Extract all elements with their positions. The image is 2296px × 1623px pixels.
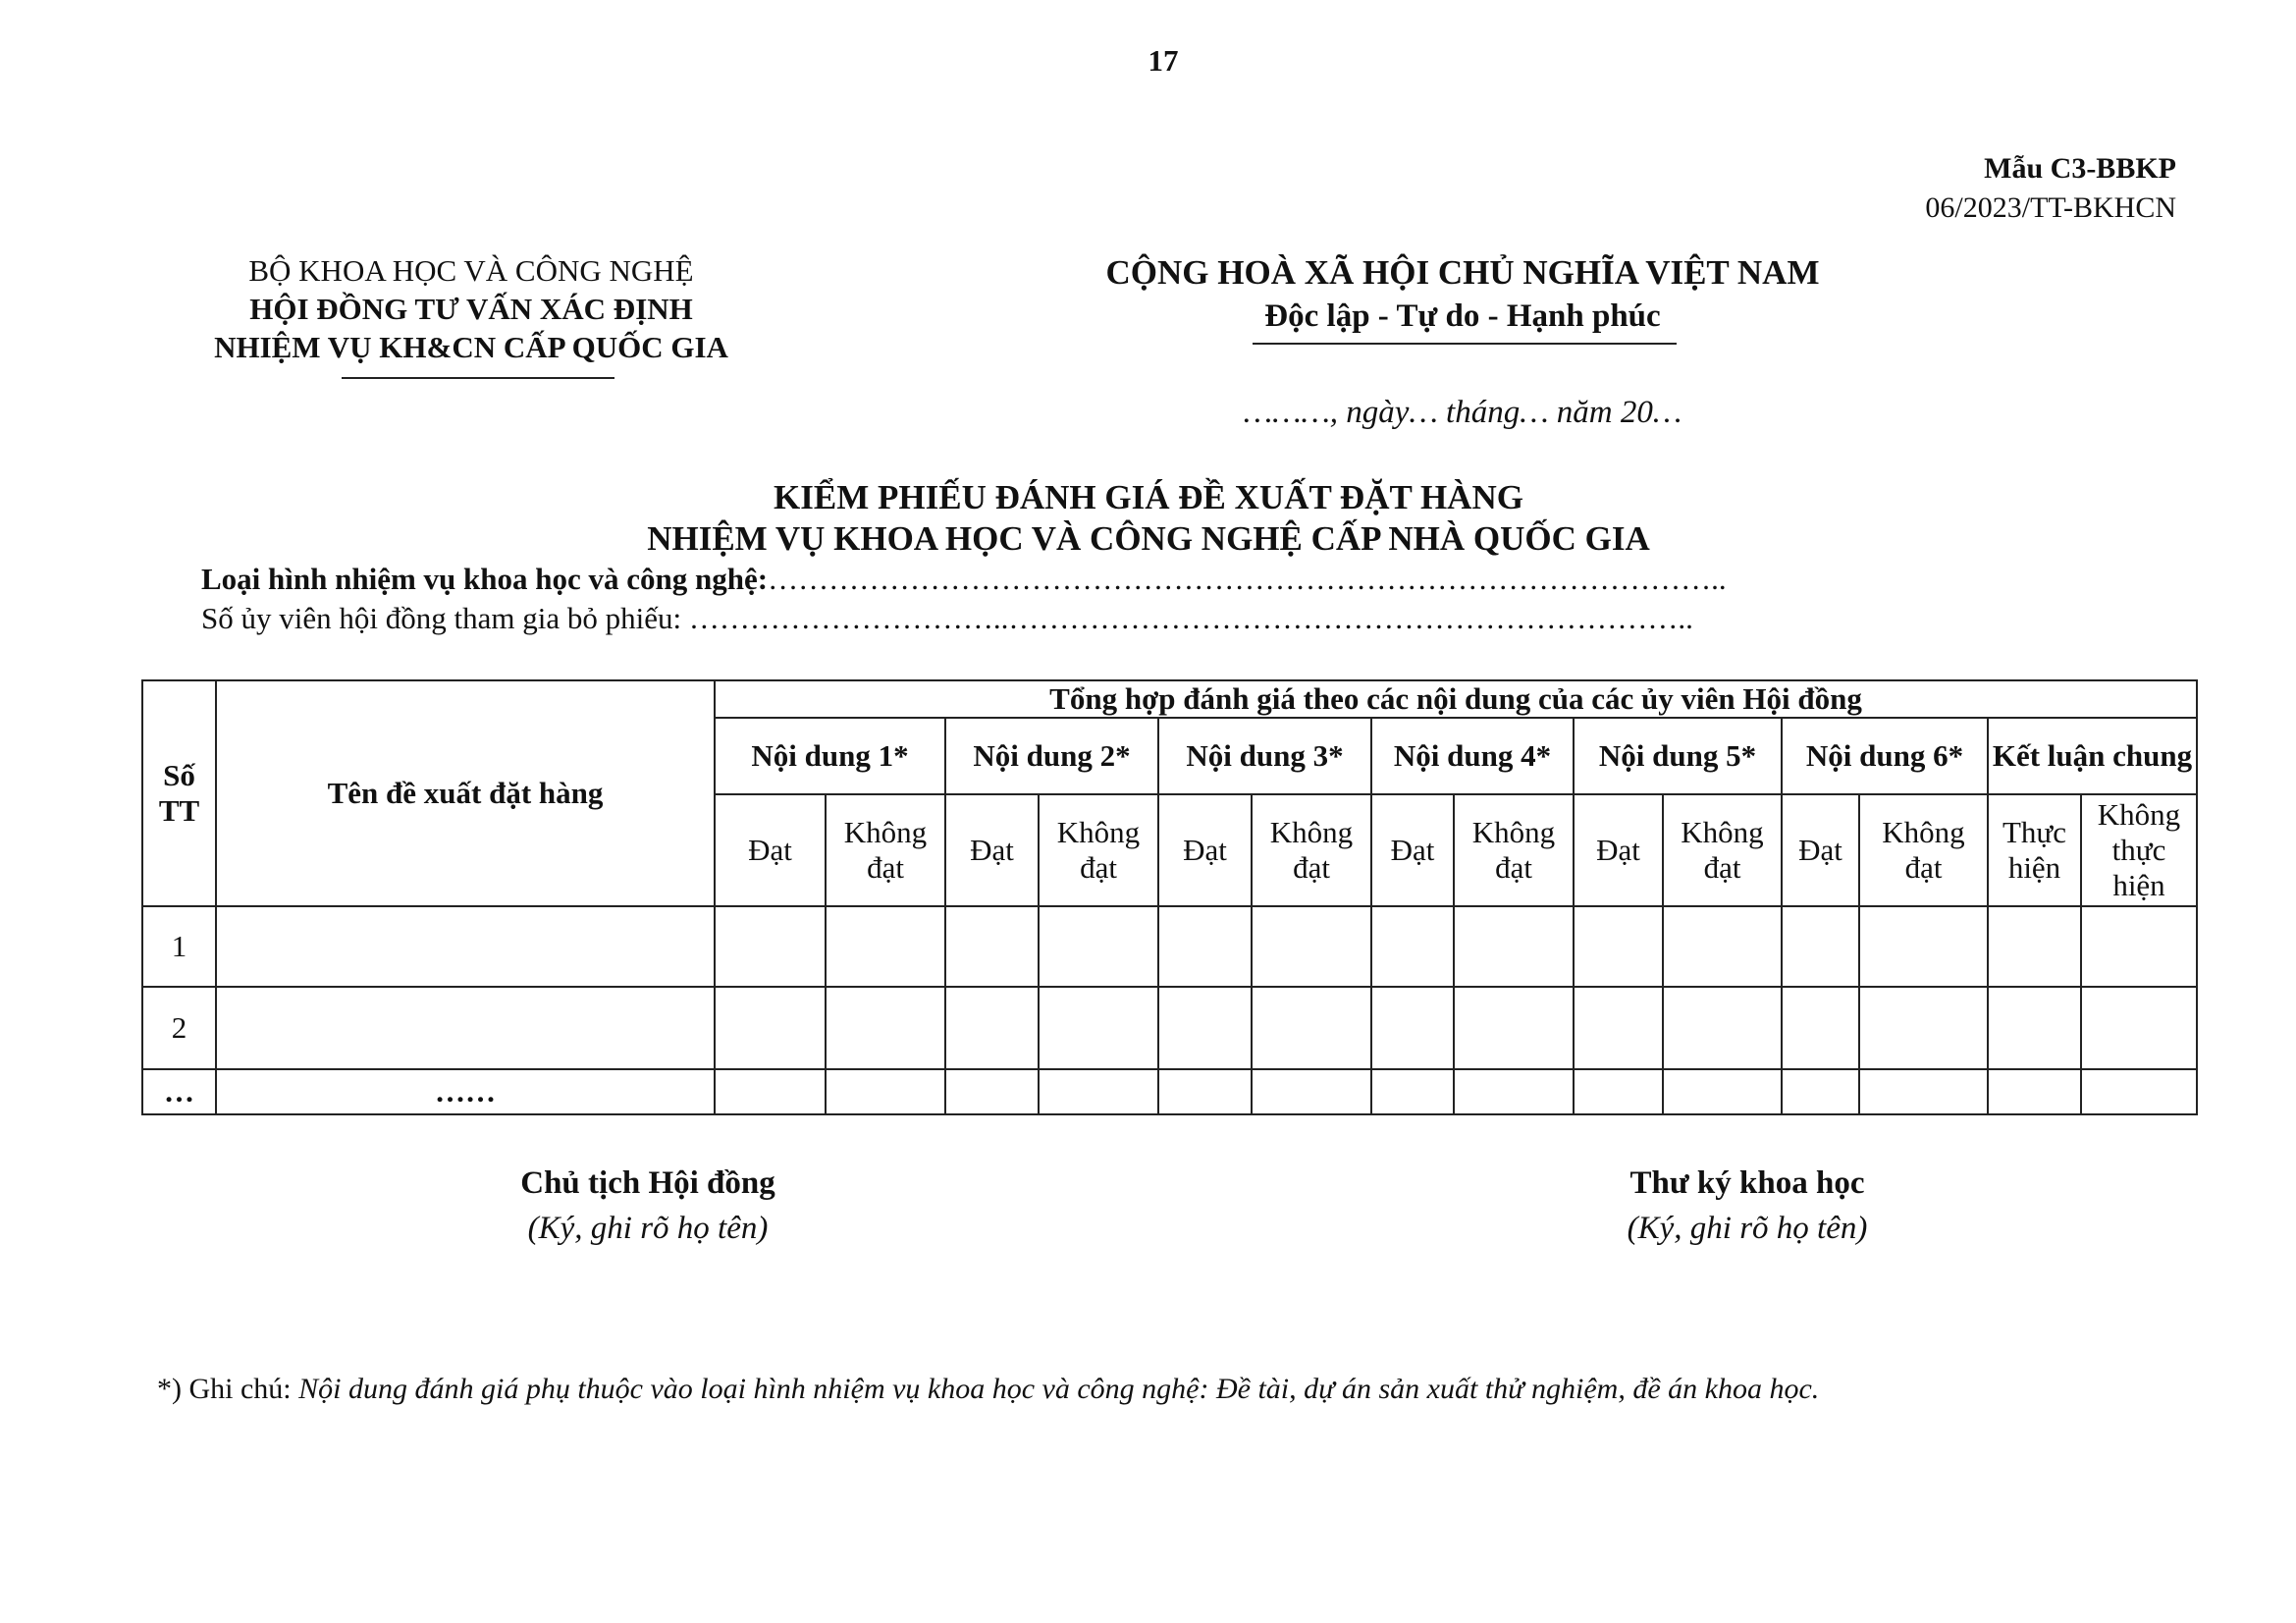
mission-type-blank: …………………………………………………………………………………..: [768, 562, 1727, 596]
vote-cell[interactable]: [1663, 1069, 1782, 1114]
vote-cell[interactable]: [1782, 906, 1859, 987]
vote-cell[interactable]: [1988, 906, 2081, 987]
vote-cell[interactable]: [1158, 987, 1252, 1069]
vote-cell[interactable]: [1039, 987, 1158, 1069]
vote-cell[interactable]: [945, 906, 1039, 987]
date-line: ………, ngày… tháng… năm 20…: [1243, 395, 1682, 430]
vote-cell[interactable]: [715, 987, 826, 1069]
vote-cell[interactable]: [1663, 987, 1782, 1069]
vote-cell[interactable]: [2081, 906, 2197, 987]
vote-cell[interactable]: [1574, 987, 1663, 1069]
subheader-pass: Đạt: [715, 794, 826, 906]
row-number: 2: [142, 987, 216, 1069]
column-header-content-6: Nội dung 6*: [1782, 718, 1988, 794]
vote-cell[interactable]: [826, 1069, 945, 1114]
row-number: 1: [142, 906, 216, 987]
footnote: [157, 1373, 2120, 1406]
vote-cell[interactable]: [715, 1069, 826, 1114]
voters-blank: …………………………..…………………………………………………………..: [688, 601, 1693, 635]
vote-cell[interactable]: [1859, 987, 1988, 1069]
column-header-content-1: Nội dung 1*: [715, 718, 945, 794]
table-row: [142, 906, 2197, 987]
table-row: [142, 987, 2197, 1069]
form-code: [1925, 149, 2176, 228]
national-motto-header: [1031, 251, 1895, 338]
chairman-sign-note: (Ký, ghi rõ họ tên): [527, 1211, 769, 1246]
column-header-proposal-name: Tên đề xuất đặt hàng: [216, 680, 715, 906]
vote-cell[interactable]: [1574, 906, 1663, 987]
subheader-pass: Đạt: [945, 794, 1039, 906]
subheader-implement: Thực hiện: [1988, 794, 2081, 906]
column-header-content-2: Nội dung 2*: [945, 718, 1158, 794]
vote-cell[interactable]: [1371, 987, 1454, 1069]
vote-cell[interactable]: [1454, 906, 1574, 987]
vote-cell[interactable]: [1454, 987, 1574, 1069]
vote-cell[interactable]: [1782, 987, 1859, 1069]
secretary-sign-note: (Ký, ghi rõ họ tên): [1627, 1211, 1868, 1246]
subheader-fail: Không đạt: [1663, 794, 1782, 906]
subheader-pass: Đạt: [1782, 794, 1859, 906]
column-header-content-5: Nội dung 5*: [1574, 718, 1782, 794]
vote-cell[interactable]: [1574, 1069, 1663, 1114]
national-motto: Độc lập - Tự do - Hạnh phúc: [1264, 298, 1661, 334]
secretary-signature-block: [1531, 1161, 1963, 1251]
subheader-fail: Không đạt: [1252, 794, 1371, 906]
vote-cell[interactable]: [1158, 1069, 1252, 1114]
council-name-line2: NHIỆM VỤ KH&CN CẤP QUỐC GIA: [214, 330, 728, 364]
vote-cell[interactable]: [1371, 906, 1454, 987]
proposal-name-cell[interactable]: [216, 987, 715, 1069]
vote-cell[interactable]: [1859, 1069, 1988, 1114]
agency-underline: [342, 377, 614, 379]
vote-cell[interactable]: [1782, 1069, 1859, 1114]
document-title-line1: KIỂM PHIẾU ĐÁNH GIÁ ĐỀ XUẤT ĐẶT HÀNG: [774, 478, 1523, 516]
mission-type-label: Loại hình nhiệm vụ khoa học và công nghệ:: [201, 562, 769, 596]
subheader-fail: Không đạt: [1859, 794, 1988, 906]
chairman-signature-block: [432, 1161, 864, 1251]
voters-label: Số ủy viên hội đồng tham gia bỏ phiếu:: [201, 601, 689, 635]
vote-cell[interactable]: [2081, 987, 2197, 1069]
page-number: 17: [1148, 43, 1179, 78]
column-header-content-4: Nội dung 4*: [1371, 718, 1574, 794]
table-row: [142, 1069, 2197, 1114]
vote-cell[interactable]: [1988, 987, 2081, 1069]
subheader-fail: Không đạt: [826, 794, 945, 906]
footnote-prefix: *) Ghi chú:: [157, 1373, 299, 1405]
vote-cell[interactable]: [1252, 1069, 1371, 1114]
document-title: [491, 477, 1806, 560]
vote-cell[interactable]: [826, 906, 945, 987]
subheader-fail: Không đạt: [1039, 794, 1158, 906]
vote-cell[interactable]: [1454, 1069, 1574, 1114]
motto-underline: [1253, 343, 1677, 345]
document-title-line2: NHIỆM VỤ KHOA HỌC VÀ CÔNG NGHỆ CẤP NHÀ QUỐC GIA: [647, 519, 1650, 558]
vote-cell[interactable]: [945, 987, 1039, 1069]
vote-cell[interactable]: [1663, 906, 1782, 987]
vote-cell[interactable]: [2081, 1069, 2197, 1114]
vote-cell[interactable]: [1039, 1069, 1158, 1114]
form-code-circular: 06/2023/TT-BKHCN: [1925, 191, 2176, 224]
subheader-pass: Đạt: [1371, 794, 1454, 906]
vote-cell[interactable]: [1988, 1069, 2081, 1114]
column-header-conclusion: Kết luận chung: [1988, 718, 2197, 794]
vote-cell[interactable]: [826, 987, 945, 1069]
mission-type-field: [201, 562, 2047, 597]
vote-cell[interactable]: [1039, 906, 1158, 987]
subheader-pass: Đạt: [1574, 794, 1663, 906]
subheader-pass: Đạt: [1158, 794, 1252, 906]
council-name-line1: HỘI ĐỒNG TƯ VẤN XÁC ĐỊNH: [249, 292, 693, 326]
evaluation-table: [141, 679, 2198, 1115]
subheader-not-implement: Không thực hiện: [2081, 794, 2197, 906]
subheader-fail: Không đạt: [1454, 794, 1574, 906]
secretary-title: Thư ký khoa học: [1629, 1165, 1865, 1201]
vote-cell[interactable]: [1158, 906, 1252, 987]
vote-cell[interactable]: [1252, 987, 1371, 1069]
proposal-name-cell[interactable]: ……: [216, 1069, 715, 1114]
vote-cell[interactable]: [1859, 906, 1988, 987]
group-header-evaluation: Tổng hợp đánh giá theo các nội dung của các ủy viên Hội đồng: [715, 680, 2197, 718]
chairman-title: Chủ tịch Hội đồng: [520, 1165, 775, 1201]
vote-cell[interactable]: [945, 1069, 1039, 1114]
voters-field: [201, 601, 2047, 636]
column-header-content-3: Nội dung 3*: [1158, 718, 1371, 794]
country-name: CỘNG HOÀ XÃ HỘI CHỦ NGHĨA VIỆT NAM: [1105, 253, 1820, 292]
proposal-name-cell[interactable]: [216, 906, 715, 987]
form-code-name: Mẫu C3-BBKP: [1984, 152, 2176, 185]
issuing-agency-header: [147, 251, 795, 366]
ministry-name: BỘ KHOA HỌC VÀ CÔNG NGHỆ: [248, 253, 694, 288]
vote-cell[interactable]: [1252, 906, 1371, 987]
column-header-no: Số TT: [142, 680, 216, 906]
vote-cell[interactable]: [715, 906, 826, 987]
footnote-text: Nội dung đánh giá phụ thuộc vào loại hình nhiệm vụ khoa học và công nghệ: Đề tài, dự án sản xuất thử nghiệm, đề án khoa học.: [298, 1373, 1820, 1405]
vote-cell[interactable]: [1371, 1069, 1454, 1114]
row-number: …: [142, 1069, 216, 1114]
